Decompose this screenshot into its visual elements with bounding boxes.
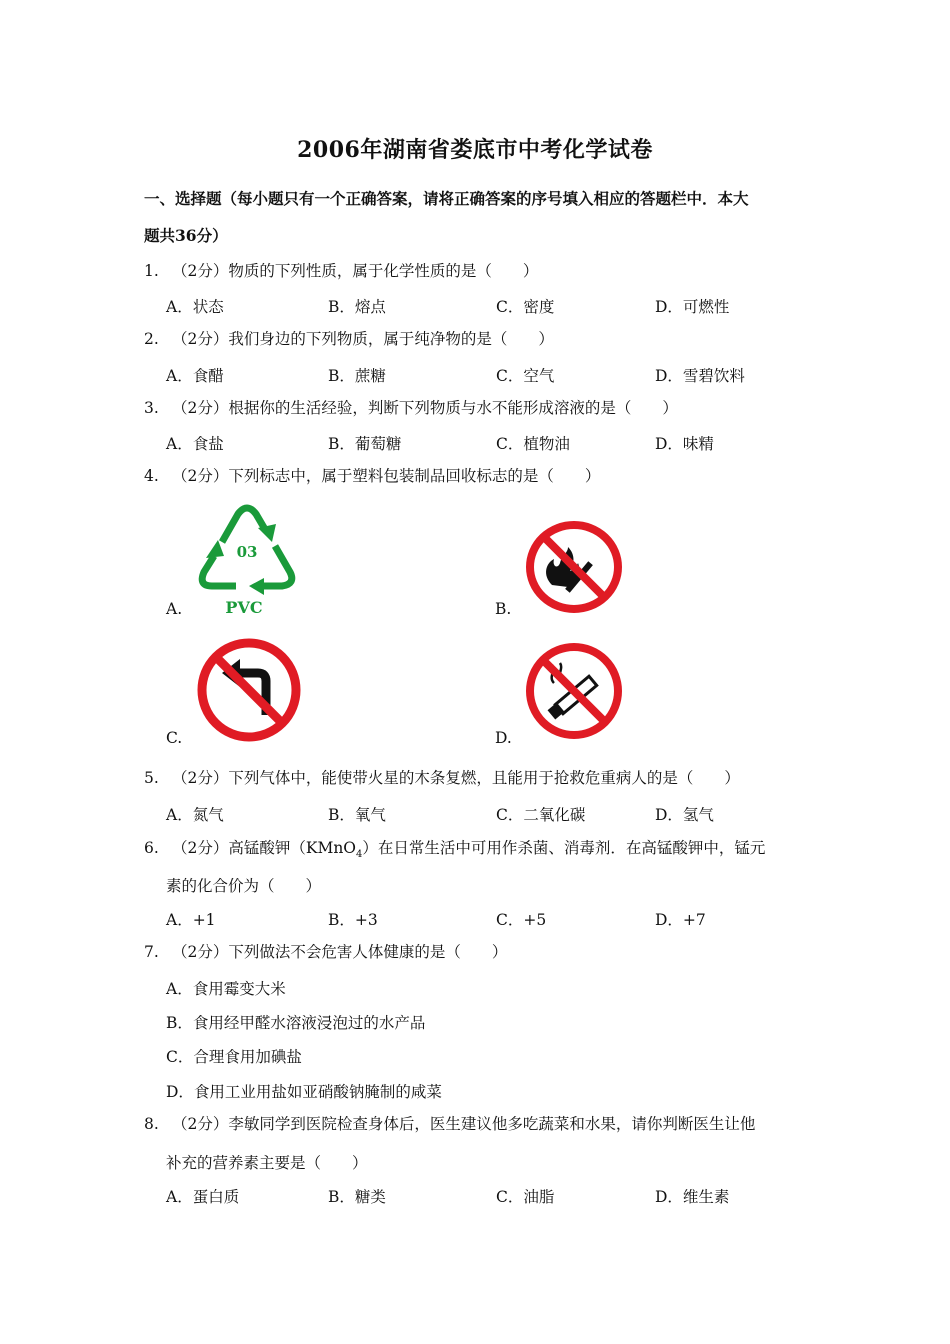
image-label-c: C. — [166, 729, 183, 747]
question-6-continuation: 素的化合价为（ ） — [166, 877, 322, 895]
question-3 — [144, 398, 814, 418]
question-text-before: （2分）高锰酸钾（KMnO — [172, 839, 357, 857]
option-b: B．熔点 — [328, 298, 386, 316]
option-d: D．味精 — [655, 435, 714, 453]
option-d: D．维生素 — [655, 1188, 730, 1206]
question-text: （2分）下列标志中，属于塑料包装制品回收标志的是（ ） — [172, 467, 601, 485]
section-heading-line1: 一、选择题（每小题只有一个正确答案，请将正确答案的序号填入相应的答题栏中．本大 — [144, 189, 749, 208]
no-open-flame-icon — [524, 519, 624, 615]
question-8-continuation: 补充的营养素主要是（ ） — [166, 1154, 368, 1172]
question-1-options — [166, 295, 826, 315]
question-2-options — [166, 364, 826, 384]
option-d: D．氢气 — [655, 806, 714, 824]
question-8-options — [166, 1185, 826, 1205]
option-a: A．+1 — [166, 911, 216, 929]
option-c: C．+5 — [496, 911, 547, 929]
question-5 — [144, 768, 814, 788]
option-b: B．蔗糖 — [328, 367, 386, 385]
option-a: A．氮气 — [166, 806, 224, 824]
recycle-code: 03 — [236, 543, 258, 561]
question-8 — [144, 1114, 814, 1134]
question-6-options — [166, 908, 826, 928]
question-text: （2分）下列做法不会危害人体健康的是（ ） — [172, 943, 508, 961]
image-label-a: A. — [166, 600, 183, 618]
recycle-pvc-icon — [192, 500, 302, 618]
option-b: B．+3 — [328, 911, 378, 929]
question-text-after: ）在日常生活中可用作杀菌、消毒剂．在高锰酸钾中，锰元 — [362, 839, 766, 857]
option-c: C．植物油 — [496, 435, 570, 453]
option-b: B．食用经甲醛水溶液浸泡过的水产品 — [166, 1014, 426, 1032]
question-number: 5. — [144, 769, 159, 787]
question-number: 3. — [144, 399, 159, 417]
question-6 — [144, 838, 814, 865]
option-c: C．二氧化碳 — [496, 806, 586, 824]
question-2 — [144, 329, 814, 349]
question-5-options — [166, 803, 826, 823]
question-number: 8. — [144, 1115, 159, 1133]
question-7 — [144, 942, 814, 962]
question-number: 7. — [144, 943, 159, 961]
question-text: （2分）物质的下列性质，属于化学性质的是（ ） — [172, 262, 539, 280]
page-title: 2006年湖南省娄底市中考化学试卷 — [297, 137, 653, 163]
subscript: 4 — [356, 849, 363, 861]
option-d: D．雪碧饮料 — [655, 367, 745, 385]
recycle-text: PVC — [225, 598, 263, 617]
image-label-d: D. — [495, 729, 512, 747]
option-a: A．食盐 — [166, 435, 224, 453]
question-text: （2分）我们身边的下列物质，属于纯净物的是（ ） — [172, 330, 554, 348]
option-a: A．食用霉变大米 — [166, 980, 286, 998]
question-text: （2分）下列气体中，能使带火星的木条复燃，且能用于抢救危重病人的是（ ） — [172, 769, 740, 787]
option-b: B．氧气 — [328, 806, 386, 824]
option-d: D．可燃性 — [655, 298, 730, 316]
image-label-b: B. — [495, 600, 512, 618]
option-b: B．葡萄糖 — [328, 435, 402, 453]
option-c: C．密度 — [496, 298, 555, 316]
option-c: C．空气 — [496, 367, 555, 385]
question-number: 6. — [144, 839, 159, 857]
option-d: D．+7 — [655, 911, 706, 929]
option-c: C．油脂 — [496, 1188, 555, 1206]
no-smoking-icon — [524, 641, 624, 741]
option-a: A．蛋白质 — [166, 1188, 240, 1206]
question-number: 4. — [144, 467, 159, 485]
question-3-options — [166, 432, 826, 452]
option-a: A．状态 — [166, 298, 224, 316]
question-text: （2分）根据你的生活经验，判断下列物质与水不能形成溶液的是（ ） — [172, 399, 678, 417]
no-left-turn-icon — [196, 637, 302, 743]
option-b: B．糖类 — [328, 1188, 386, 1206]
question-4 — [144, 466, 814, 486]
option-a: A．食醋 — [166, 367, 224, 385]
section-heading-line2: 题共36分） — [144, 226, 228, 245]
option-d: D．食用工业用盐如亚硝酸钠腌制的咸菜 — [166, 1083, 442, 1101]
question-1 — [144, 261, 814, 281]
option-c: C．合理食用加碘盐 — [166, 1048, 302, 1066]
question-text: （2分）李敏同学到医院检查身体后，医生建议他多吃蔬菜和水果，请你判断医生让他 — [172, 1115, 756, 1133]
question-number: 1. — [144, 262, 159, 280]
question-number: 2. — [144, 330, 159, 348]
